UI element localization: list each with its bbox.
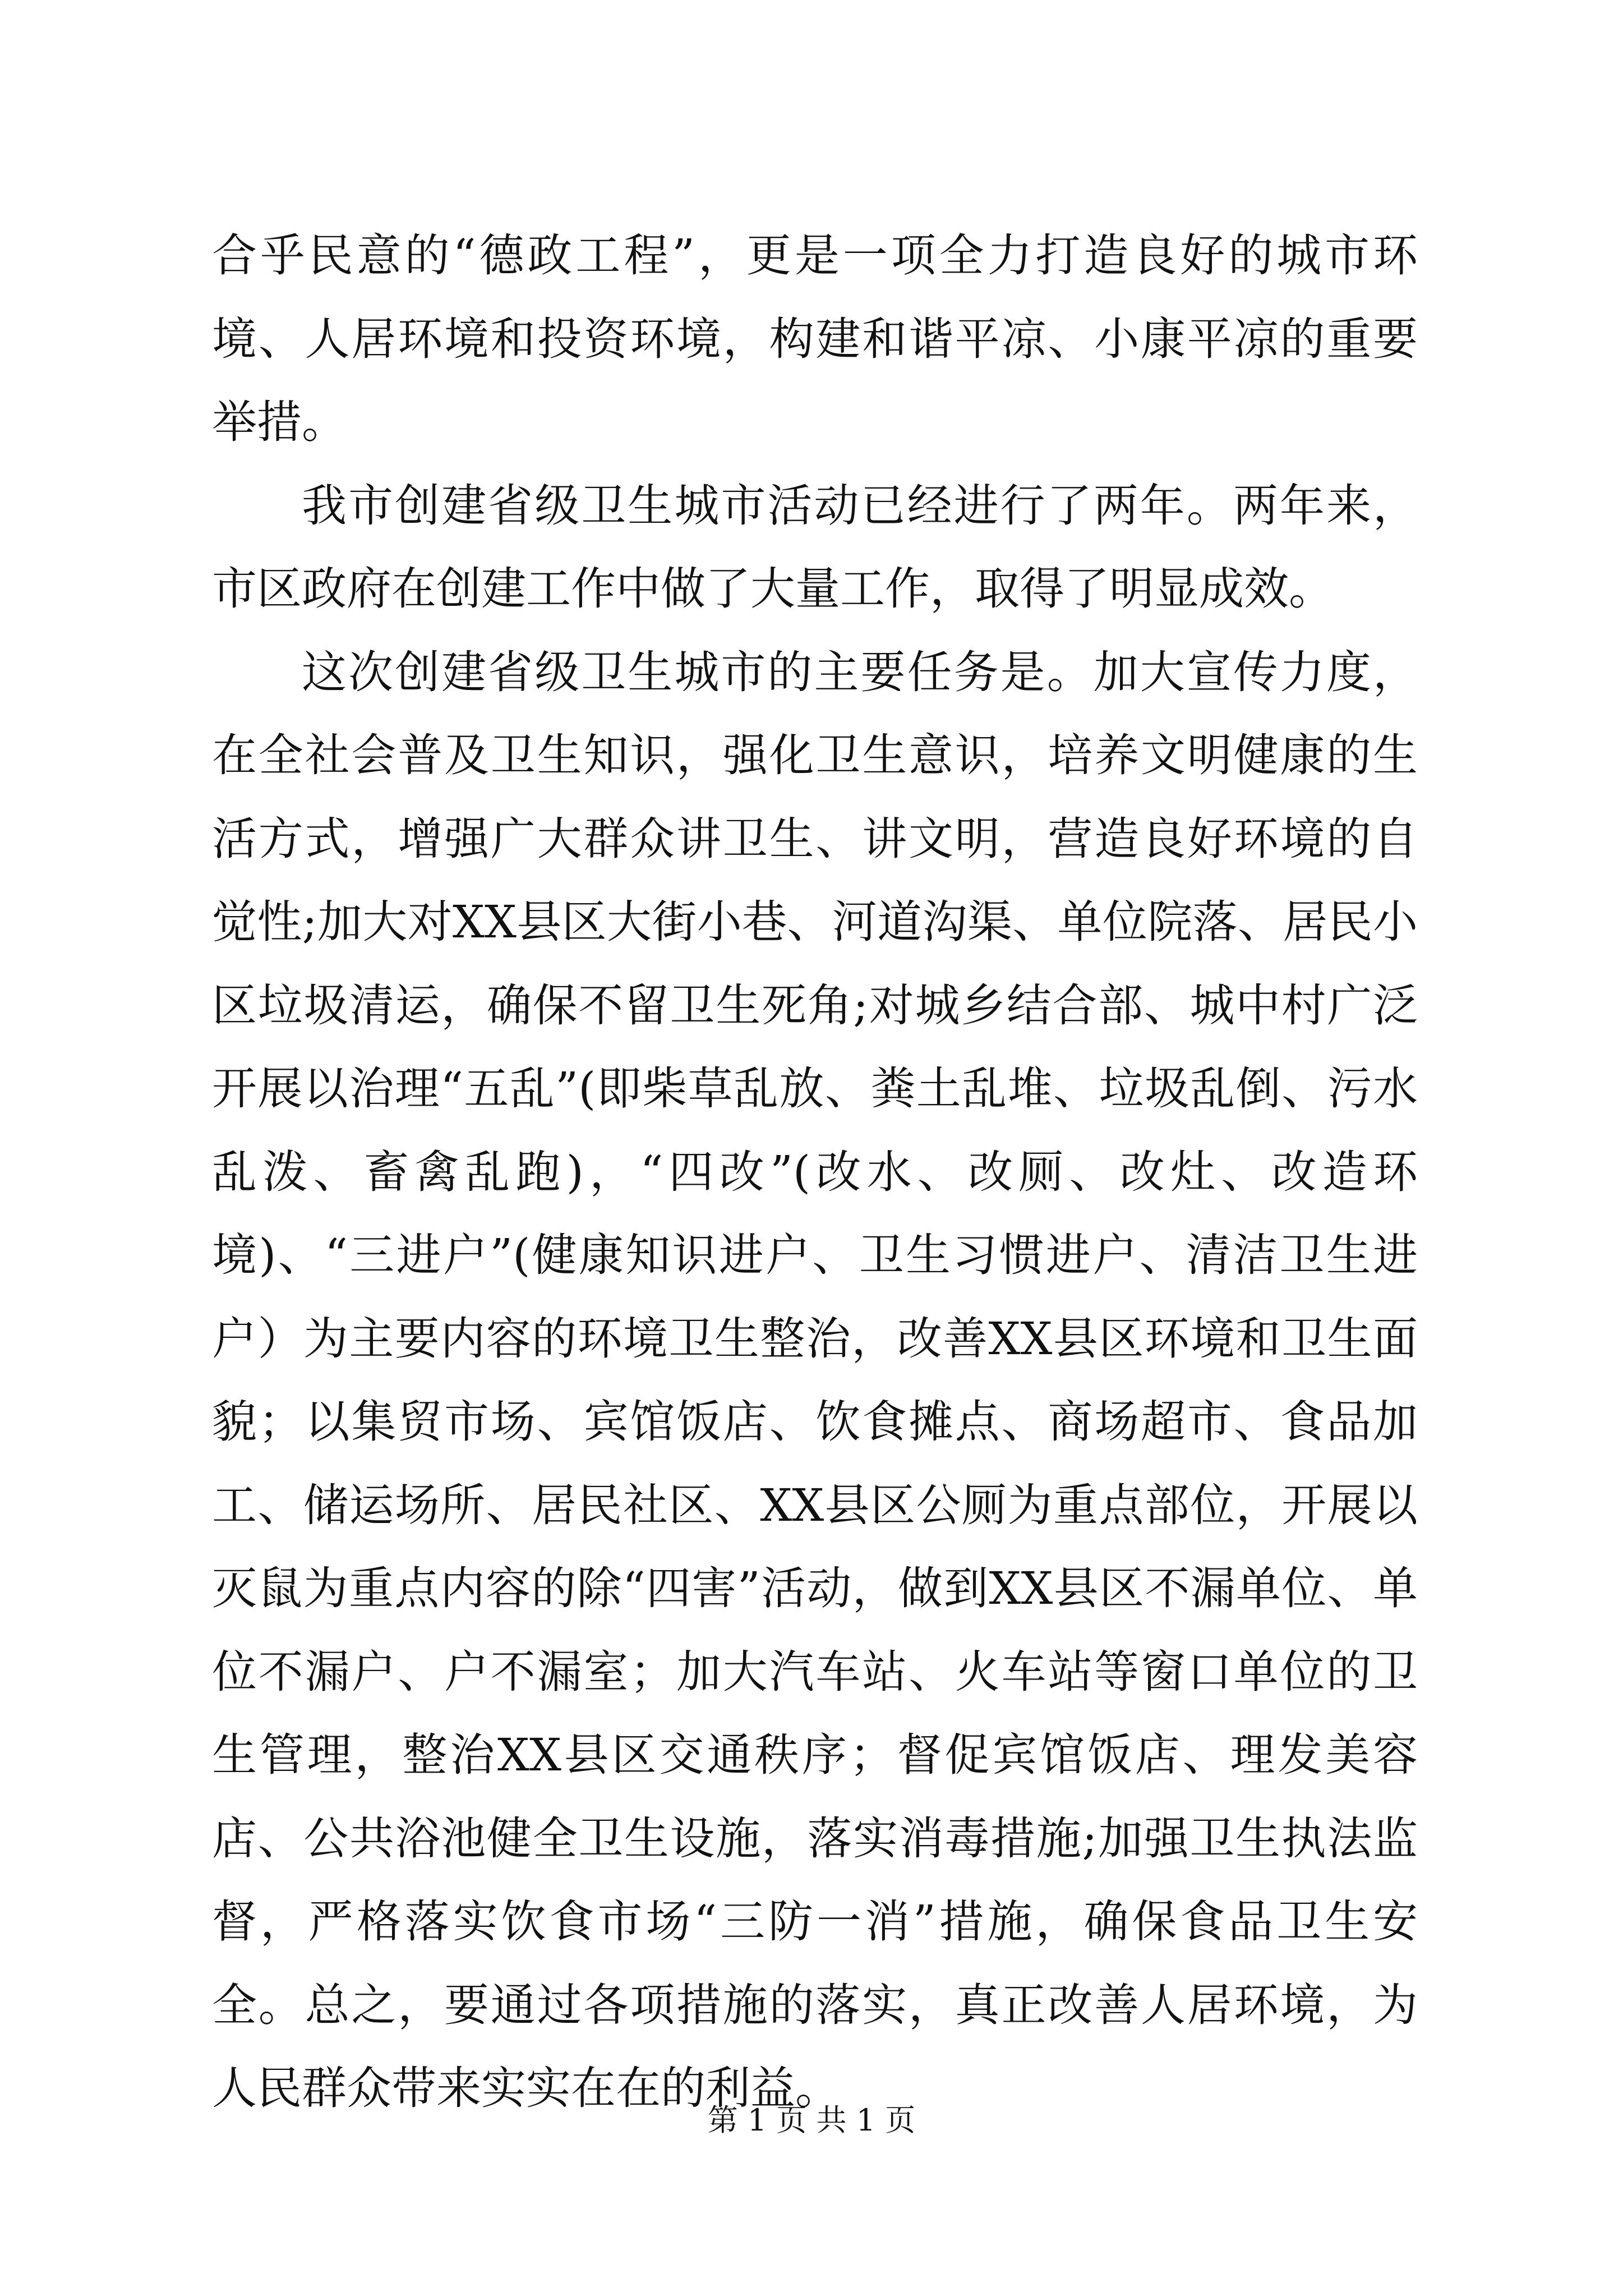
paragraph-progress: 我市创建省级卫生城市活动已经进行了两年。两年来，市区政府在创建工作中做了大量工作，取得了明显成效。 (212, 479, 1418, 615)
document-body (212, 214, 1418, 2131)
page-footer: 第 1 页 共 1 页 (707, 2102, 916, 2138)
paragraph-main-tasks: 这次创建省级卫生城市的主要任务是。加大宣传力度，在全社会普及卫生知识，强化卫生意识，培养文明健康的生活方式，增强广大群众讲卫生、讲文明，营造良好环境的自觉性;加大对XX县区大街小巷、河道沟渠、单位院落、居民小区垃圾清运，确保不留卫生死角;对城乡结合部、城中村广泛开展以治理“五乱”(即柴草乱放、粪土乱堆、垃圾乱倒、污水乱泼、畜禽乱跑)，“四改”(改水、改厕、改灶、改造环境)、“三进户”(健康知识进户、卫生习惯进户、清洁卫生进户）为主要内容的环境卫生整治，改善XX县区环境和卫生面貌；以集贸市场、宾馆饭店、饮食摊点、商场超市、食品加工、储运场所、居民社区、XX县区公厕为重点部位，开展以灭鼠为重点内容的除“四害”活动，做到XX县区不漏单位、单位不漏户、户不漏室；加大汽车站、火车站等窗口单位的卫生管理，整治XX县区交通秩序；督促宾馆饭店、理发美容店、公共浴池健全卫生设施，落实消毒措施;加强卫生执法监督，严格落实饮食市场“三防一消”措施，确保食品卫生安全。总之，要通过各项措施的落实，真正改善人居环境，为人民群众带来实实在在的利益。 (212, 646, 1418, 2114)
paragraph-continuation: 合乎民意的“德政工程”，更是一项全力打造良好的城市环境、人居环境和投资环境，构建和谐平凉、小康平凉的重要举措。 (212, 229, 1418, 448)
